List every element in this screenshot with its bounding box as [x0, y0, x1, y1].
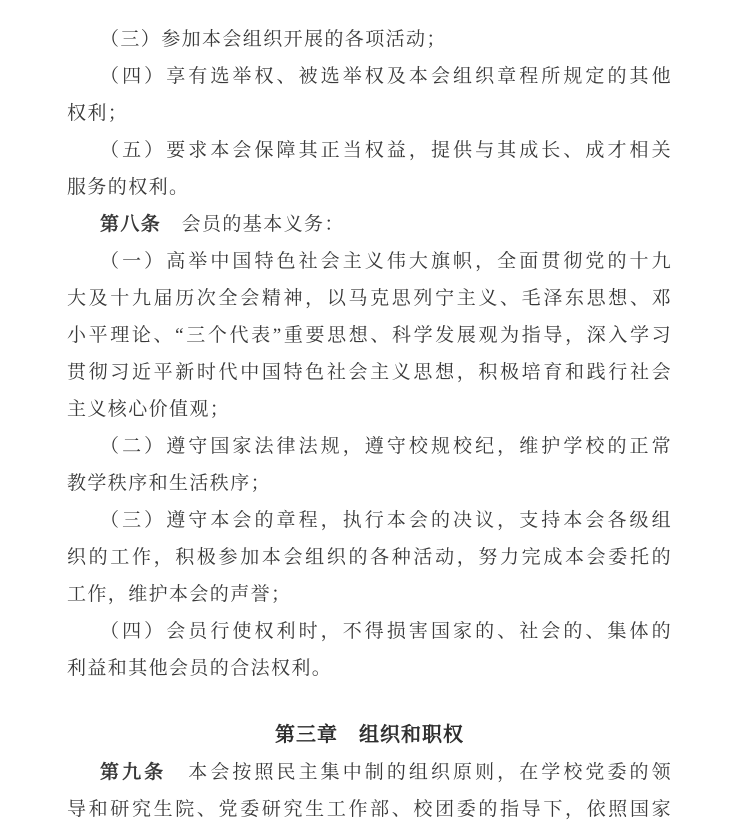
text-run: 服务的权利。: [67, 177, 190, 198]
text-run: 第三章 组织和职权: [275, 724, 464, 746]
text-line: [67, 576, 672, 613]
text-run: 利益和其他会员的合法权利。: [67, 658, 333, 679]
text-run: 贯彻习近平新时代中国特色社会主义思想，积极培育和践行社会: [67, 362, 672, 383]
text-run: （四）会员行使权利时，不得损害国家的、社会的、集体的: [100, 621, 672, 642]
text-line: [67, 132, 672, 169]
text-line: [67, 280, 672, 317]
text-line: [67, 754, 672, 791]
text-line: [67, 428, 672, 465]
text-run: 大及十九届历次全会精神，以马克思列宁主义、毛泽东思想、邓: [67, 288, 672, 309]
text-line: [67, 791, 672, 828]
text-line: [67, 206, 672, 243]
text-run: （四）享有选举权、被选举权及本会组织章程所规定的其他: [100, 66, 672, 87]
text-line: [67, 58, 672, 95]
text-line: [67, 465, 672, 502]
text-line: [67, 391, 672, 428]
text-run: （二）遵守国家法律法规，遵守校规校纪，维护学校的正常: [100, 436, 672, 457]
text-run: 织的工作，积极参加本会组织的各种活动，努力完成本会委托的: [67, 547, 672, 568]
text-line: [67, 650, 672, 687]
text-run: 会员的基本义务：: [181, 214, 345, 235]
chapter-heading: [67, 717, 672, 754]
text-run: 教学秩序和生活秩序；: [67, 473, 272, 494]
text-run: 权利；: [67, 103, 129, 124]
text-line: [67, 613, 672, 650]
text-run: 小平理论、“三个代表”重要思想、科学发展观为指导，深入学习: [67, 325, 672, 346]
text-line: [67, 169, 672, 206]
text-run: （三）参加本会组织开展的各项活动；: [100, 29, 447, 50]
text-line: [67, 502, 672, 539]
article-number-label: 第九条: [100, 762, 189, 783]
text-line: [67, 354, 672, 391]
text-run: 工作，维护本会的声誉；: [67, 584, 292, 605]
text-run: 导和研究生院、党委研究生工作部、校团委的指导下，依照国家: [67, 799, 672, 820]
text-line: [67, 539, 672, 576]
text-line: [67, 21, 672, 58]
text-run: （三）遵守本会的章程，执行本会的决议，支持本会各级组: [100, 510, 672, 531]
text-run: （一）高举中国特色社会主义伟大旗帜，全面贯彻党的十九: [100, 251, 672, 272]
text-run: 主义核心价值观；: [67, 399, 231, 420]
text-line: [67, 243, 672, 280]
text-run: 本会按照民主集中制的组织原则，在学校党委的领: [188, 762, 672, 783]
text-run: （五）要求本会保障其正当权益，提供与其成长、成才相关: [100, 140, 672, 161]
text-line: [67, 317, 672, 354]
text-line: [67, 95, 672, 132]
article-number-label: 第八条: [100, 214, 182, 235]
